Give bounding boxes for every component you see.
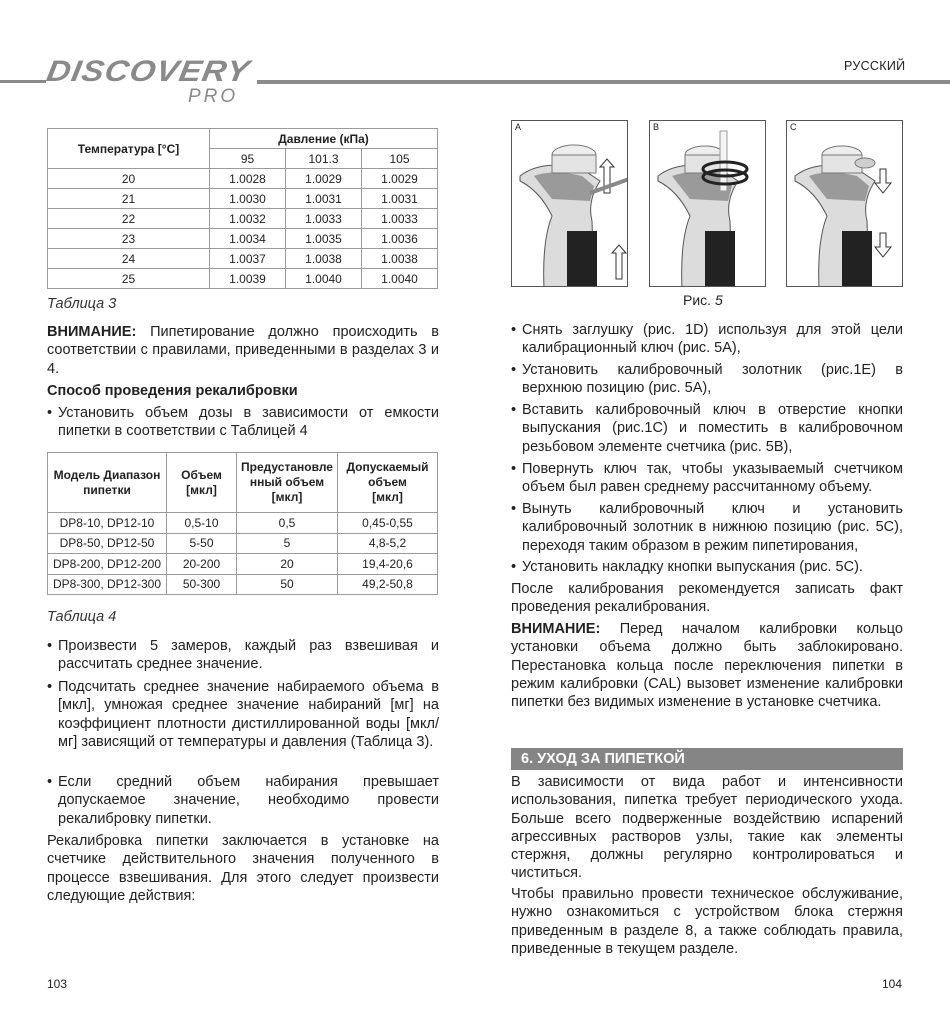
table4-header-model: Модель Диапазон пипетки: [48, 453, 167, 513]
brand-logo: [44, 54, 260, 110]
table3-value-cell: 1.0038: [362, 249, 438, 269]
table4-cell: 0,45-0,55: [338, 513, 438, 534]
table3-value-cell: 1.0034: [210, 229, 286, 249]
table3-pressure-col: 101.3: [286, 149, 362, 169]
table3-temp-cell: 20: [48, 169, 210, 189]
recalibration-paragraph: Рекалибровка пипетки заключается в установке на счетчике действительного значения полученного в процессе взвешивания. Для этого следует произвести следующие действия:: [47, 833, 439, 904]
bullet-icon: •: [511, 322, 517, 338]
table4-cell: DP8-50, DP12-50: [48, 533, 167, 554]
table3-value-cell: 1.0031: [362, 189, 438, 209]
figure-5a: [511, 120, 628, 287]
figure-label: C: [790, 122, 797, 132]
table3-temp-cell: 25: [48, 269, 210, 289]
table-row: [48, 209, 438, 229]
table3-temp-cell: 22: [48, 209, 210, 229]
table-4-models: [47, 452, 438, 595]
attention-label: ВНИМАНИЕ:: [47, 324, 137, 340]
page-number-left: 103: [47, 977, 68, 991]
logo-subtitle: PRO: [188, 86, 239, 107]
list-item: [511, 321, 903, 358]
table4-cell: 20: [237, 554, 338, 575]
table3-value-cell: 1.0035: [286, 229, 362, 249]
recalibration-heading: Способ проведения рекалибровки: [47, 383, 298, 399]
table3-value-cell: 1.0033: [286, 209, 362, 229]
section6-paragraph-2: Чтобы правильно провести техническое обслуживание, нужно ознакомиться с устройством блока стержня приведенным в разделе 8, а также соблюдать правила, приведенные в текущем разделе.: [511, 886, 903, 957]
bullet-icon: •: [511, 559, 517, 575]
bullet-icon: •: [47, 405, 53, 421]
header-rule-left: [0, 80, 46, 83]
table4-caption: Таблица 4: [47, 609, 117, 625]
list-item-text: Снять заглушку (рис. 1D) используя для этой цели калибрационный ключ (рис. 5A),: [522, 322, 903, 357]
table-row: [48, 189, 438, 209]
bullet-icon: •: [511, 362, 517, 378]
list-item-text: Установить калибровочный золотник (рис.1E) в верхнюю позицию (рис. 5A),: [522, 362, 903, 397]
bullet-icon: •: [47, 774, 53, 790]
table4-cell: DP8-10, DP12-10: [48, 513, 167, 534]
bullet-icon: •: [47, 638, 53, 654]
table-row: [48, 554, 438, 575]
header-rule-right: [257, 80, 950, 84]
list-item-text: Установить объем дозы в зависимости от емкости пипетки в соответствии с Таблицей 4: [58, 405, 439, 440]
attention-note-2: [511, 620, 903, 711]
list-item: [47, 678, 439, 751]
table3-value-cell: 1.0037: [210, 249, 286, 269]
attention-text: Перед началом калибровки кольцо установки объема должно быть заблокировано. Перестановка кольца после переключения пипетки в режим калибровки (CAL) вызовет изменение калибровки пипетки без видимых изменение в установке счетчика.: [511, 621, 903, 711]
table4-cell: 5-50: [167, 533, 237, 554]
after-calibration-note: После калибрования рекомендуется записать факт проведения рекалибрования.: [511, 581, 903, 616]
bullet-icon: •: [511, 461, 517, 477]
table3-pressure-col: 95: [210, 149, 286, 169]
table3-value-cell: 1.0033: [362, 209, 438, 229]
table-row: [48, 513, 438, 534]
pipette-illustration-icon: [787, 121, 903, 287]
list-item: [511, 361, 903, 398]
list-item-text: Вставить калибровочный ключ в отверстие кнопки выпускания (рис.1C) и поместить в калибровочном резьбовом элементе счетчика (рис. 5B),: [522, 402, 903, 455]
bullet-icon: •: [47, 679, 53, 695]
table4-cell: DP8-300, DP12-300: [48, 574, 167, 595]
table4-cell: 49,2-50,8: [338, 574, 438, 595]
attention-label: ВНИМАНИЕ:: [511, 621, 601, 637]
list-item-text: Установить накладку кнопки выпускания (рис. 5C).: [522, 559, 863, 575]
list-item-text: Повернуть ключ так, чтобы указываемый счетчиком объем был равен среднему рассчитанному объему.: [522, 461, 903, 496]
table4-cell: 50: [237, 574, 338, 595]
table3-value-cell: 1.0036: [362, 229, 438, 249]
list-item-text: Подсчитать среднее значение набираемого объема в [мкл], умножая среднее значение набираний [мг] на коэффициент плотности дистиллированной воды [мкл/мг] зависящий от температуры и давления (Таблица 3).: [58, 679, 439, 750]
table4-cell: 4,8-5,2: [338, 533, 438, 554]
table-row: [48, 249, 438, 269]
table-row: [48, 229, 438, 249]
attention-note-1: [47, 323, 439, 378]
table-row: [48, 574, 438, 595]
table3-caption: Таблица 3: [47, 296, 117, 312]
table3-value-cell: 1.0030: [210, 189, 286, 209]
table4-cell: 19,4-20,6: [338, 554, 438, 575]
section6-paragraph-1: В зависимости от вида работ и интенсивности использования, пипетка требует периодического ухода. Больше всего подверженные воздействию испарений агрессивных растворов узлы, такие как элементы стержня, должны регулярно контролироваться и чиститься.: [511, 774, 903, 882]
table4-cell: 0,5: [237, 513, 338, 534]
table3-temp-cell: 24: [48, 249, 210, 269]
page-number-right: 104: [882, 977, 903, 991]
table-3-density: [47, 128, 438, 289]
list-item-text: Вынуть калибровочный ключ и установить калибровочный золотник в нижнюю позицию (рис. 5C), переходя таким образом в режим пипетирования,: [522, 501, 903, 554]
figure-label: A: [515, 122, 522, 132]
list-item: [47, 773, 439, 828]
table3-header-temperature: Температура [°C]: [48, 129, 210, 169]
table4-header-allowed: Допускаемый объем [мкл]: [338, 453, 438, 513]
table3-value-cell: 1.0038: [286, 249, 362, 269]
figure-5b: [649, 120, 766, 287]
table3-temp-cell: 23: [48, 229, 210, 249]
list-item: [511, 500, 903, 555]
table-row: [48, 169, 438, 189]
figure-5c: [786, 120, 903, 287]
table3-header-pressure: Давление (кПа): [210, 129, 438, 149]
list-item-text: Произвести 5 замеров, каждый раз взвешивая и рассчитать среднее значение.: [58, 638, 439, 673]
table4-cell: 5: [237, 533, 338, 554]
list-item: [511, 401, 903, 456]
bullet-icon: •: [511, 501, 517, 517]
pipette-illustration-icon: [512, 121, 628, 287]
section-title: 6. УХОД ЗА ПИПЕТКОЙ: [521, 751, 685, 767]
list-item: [511, 558, 903, 576]
table3-value-cell: 1.0040: [286, 269, 362, 289]
table3-value-cell: 1.0040: [362, 269, 438, 289]
table4-header-preset: Предустановле нный объем [мкл]: [237, 453, 338, 513]
table3-value-cell: 1.0029: [286, 169, 362, 189]
figure-caption: Рис. 5: [683, 292, 723, 308]
table4-cell: DP8-200, DP12-200: [48, 554, 167, 575]
list-item: [511, 460, 903, 497]
list-item: [47, 637, 439, 674]
figure-label: B: [653, 122, 660, 132]
logo-wordmark: DISCOVERY: [44, 54, 253, 88]
attention-text: Пипетирование должно происходить в соответствии с правилами, приведенными в разделах 3 и 4.: [47, 324, 439, 377]
table3-temp-cell: 21: [48, 189, 210, 209]
list-item-text: Если средний объем набирания превышает допускаемое значение, необходимо провести рекалибровку пипетки.: [58, 774, 439, 827]
table-row: [48, 269, 438, 289]
bullet-icon: •: [511, 402, 517, 418]
table3-value-cell: 1.0039: [210, 269, 286, 289]
table4-header-volume: Объем [мкл]: [167, 453, 237, 513]
table3-value-cell: 1.0032: [210, 209, 286, 229]
table3-value-cell: 1.0031: [286, 189, 362, 209]
section-6-heading: [511, 748, 903, 770]
pipette-illustration-icon: [650, 121, 766, 287]
list-item: [47, 404, 439, 441]
table4-cell: 0,5-10: [167, 513, 237, 534]
table4-cell: 20-200: [167, 554, 237, 575]
table3-value-cell: 1.0028: [210, 169, 286, 189]
table4-cell: 50-300: [167, 574, 237, 595]
language-label: РУССКИЙ: [844, 59, 906, 73]
table-row: [48, 533, 438, 554]
table3-pressure-col: 105: [362, 149, 438, 169]
table3-value-cell: 1.0029: [362, 169, 438, 189]
